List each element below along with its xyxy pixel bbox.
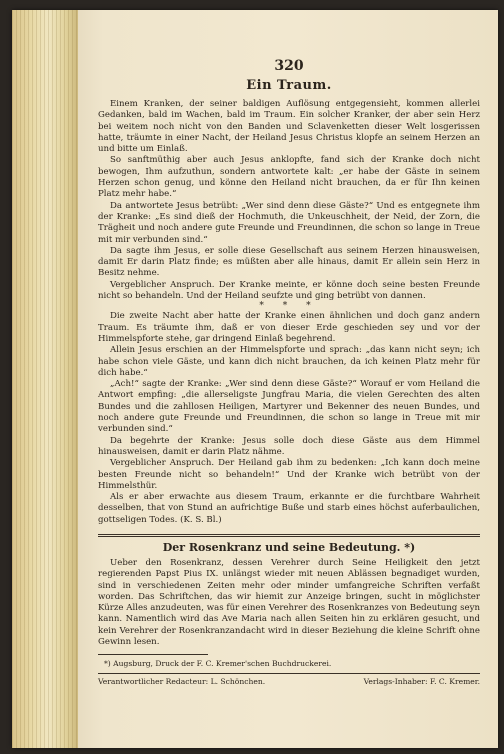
paragraph: Ueber den Rosenkranz, dessen Verehrer durch Seine Heiligkeit den jetzt regierenden Papst Pius IX. unlängst wieder mit neuen Ablässen begnadiget wurden, sind in verschiedenen Zeiten mehr oder minder umfangreiche Schriften verfaßt worden. Das Schriftchen, das wir hiemit zur Anzeige bringen, sucht in möglichster Kürze Alles anzudeuten, was für einen Verehrer des Rosenkranzes von Bedeutung seyn kann. Namentlich wird das Ave Maria nach allen Seiten hin zu erklären gesucht, und kein Verehrer der Rosenkranzandacht wird in dieser Beziehung die kleine Schrift ohne Gewinn lesen. (98, 557, 480, 648)
paragraph: Da antwortete Jesus betrübt: „Wer sind denn diese Gäste?“ Und es entgegnete ihm der Kranke: „Es sind dieß der Hochmuth, die Unkeuschheit, der Neid, der Zorn, die Trägheit und noch andere gute Freunde und Freundinnen, die schon so lange in Treue mit mir verbunden sind.“ (98, 200, 480, 245)
article-title-2: Der Rosenkranz und seine Bedeutung. *) (162, 540, 416, 554)
colophon-editor: Verantwortlicher Redacteur: L. Schönchen. (98, 677, 266, 687)
book (12, 10, 498, 748)
paragraph: Als er aber erwachte aus diesem Traum, erkannte er die furchtbare Wahrheit desselben, that von Stund an aufrichtige Buße und starb eines höchst auferbaulichen, gottseligen Todes. (K. S. Bl.) (98, 492, 480, 525)
article-title: Ein Traum. (246, 78, 332, 93)
paragraph: Vergeblicher Anspruch. Der Kranke meinte, er könne doch seine besten Freunde nicht so behandeln. Und der Heiland seufzte und ging betrübt von dannen. (98, 279, 480, 302)
paragraph: Einem Kranken, der seiner baldigen Auflösung entgegensieht, kommen allerlei Gedanken, bald im Wachen, bald im Traum. Ein solcher Kranker, der aber sein Herz bei weitem noch nicht von den Banden und Sclavenketten dieser Welt losgerissen hatte, träumte in einer Nacht, der Heiland Jesus Christus klopfe an seinem Herzen an und bitte um Einlaß. (98, 99, 480, 155)
paragraph: Vergeblicher Anspruch. Der Heiland gab ihm zu bedenken: „Ich kann doch meine besten Freunde nicht so behandeln!“ Und der Kranke wich betrübt von der Himmelsthür. (98, 458, 480, 491)
section-divider (98, 534, 480, 537)
paragraph: So sanftmüthig aber auch Jesus anklopfte, fand sich der Kranke doch nicht bewogen, Ihm aufzuthun, sondern antwortete kalt: „er habe der Gäste in seinem Herzen schon genug, und könne den Heiland nicht brauchen, da er für Ihn keinen Platz mehr habe.“ (98, 155, 480, 200)
paragraph: „Ach!“ sagte der Kranke: „Wer sind denn diese Gäste?“ Worauf er vom Heiland die Antwort empfing: „die allerseligste Jungfrau Maria, die vielen Gerechten des alten Bundes und die zahllosen Heiligen, Martyrer und Bekenner des neuen Bundes, und noch andere gute Freunde und Freundinnen, die schon so lange in Treue mit mir verbunden sind.“ (98, 379, 480, 435)
colophon-publisher: Verlags-Inhaber: F. C. Kremer. (363, 677, 480, 687)
paragraph: Da begehrte der Kranke: Jesus solle doch diese Gäste aus dem Himmel hinausweisen, damit er darin Platz nähme. (98, 435, 480, 457)
footnote: *) Augsburg, Druck der F. C. Kremer'schen Buchdruckerei. (104, 659, 332, 669)
colophon (98, 673, 480, 686)
paragraph: Die zweite Nacht aber hatte der Kranke einen ähnlichen und doch ganz andern Traum. Es träumte ihm, daß er von dieser Erde geschieden sey und vor der Himmelspforte stehe, gar dringend Einlaß begehrend. (98, 311, 480, 344)
paragraph: Da sagte ihm Jesus, er solle diese Gesellschaft aus seinem Herzen hinausweisen, damit Er darin Platz finde; es müßten aber alle hinaus, damit Er allein sein Herz in Besitz nehme. (98, 245, 480, 279)
page (78, 10, 498, 748)
page-number: 320 (274, 58, 304, 74)
book-spine-edge (12, 10, 79, 748)
paragraph: Allein Jesus erschien an der Himmelspforte und sprach: „das kann nicht seyn; ich habe schon viele Gäste, und kann dich nicht brauchen, da ich keinen Platz mehr für dich habe.“ (98, 345, 480, 378)
section-separator: * * * (259, 301, 319, 312)
footnote-rule (98, 654, 208, 655)
